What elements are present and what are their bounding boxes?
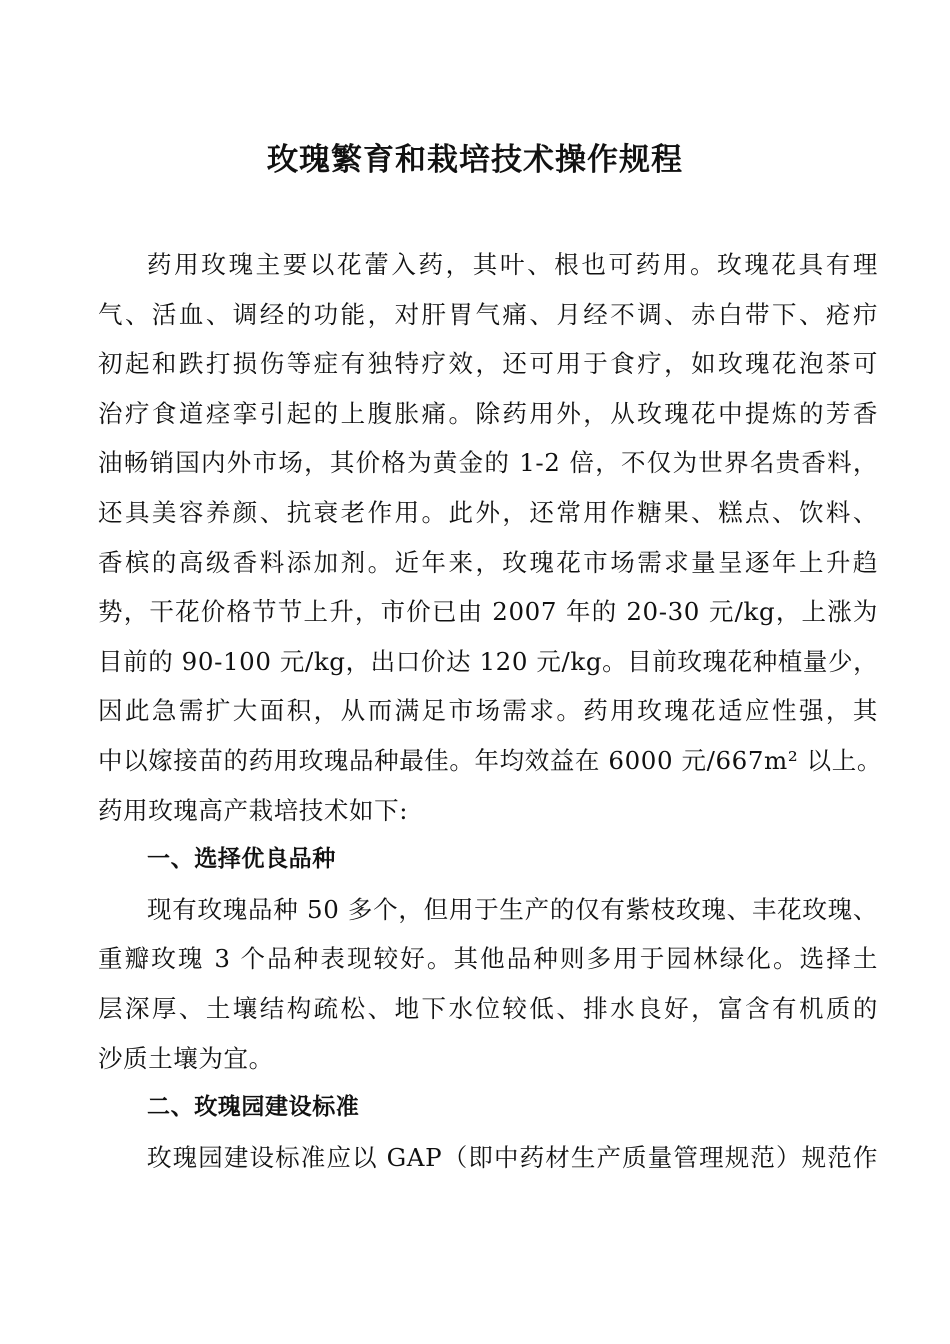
paragraph-line: 重瓣玫瑰 3 个品种表现较好。其他品种则多用于园林绿化。选择土	[98, 944, 878, 974]
section-heading: 二、玫瑰园建设标准	[147, 1094, 360, 1121]
paragraph-line: 药用玫瑰高产栽培技术如下:	[98, 795, 409, 825]
section-heading: 一、选择优良品种	[147, 846, 336, 873]
paragraph-line: 势，干花价格节节上升，市价已由 2007 年的 20-30 元/kg，上涨为	[98, 597, 878, 627]
paragraph-line: 中以嫁接苗的药用玫瑰品种最佳。年均效益在 6000 元/667m² 以上。	[98, 745, 882, 775]
paragraph-line: 气、活血、调经的功能，对肝胃气痛、月经不调、赤白带下、疮疖	[98, 299, 878, 329]
paragraph-line: 药用玫瑰主要以花蕾入药，其叶、根也可药用。玫瑰花具有理	[147, 250, 878, 279]
paragraph-line: 初起和跌打损伤等症有独特疗效，还可用于食疗，如玫瑰花泡茶可	[98, 349, 878, 379]
document-title: 玫瑰繁育和栽培技术操作规程	[267, 142, 683, 178]
paragraph-line: 目前的 90-100 元/kg，出口价达 120 元/kg。目前玫瑰花种植量少，	[98, 646, 879, 676]
paragraph-line: 因此急需扩大面积，从而满足市场需求。药用玫瑰花适应性强，其	[98, 696, 878, 726]
paragraph-line: 层深厚、土壤结构疏松、地下水位较低、排水良好，富含有机质的	[98, 993, 878, 1023]
paragraph-line: 还具美容养颜、抗衰老作用。此外，还常用作糖果、糕点、饮料、	[98, 497, 878, 527]
paragraph-line: 香槟的高级香料添加剂。近年来，玫瑰花市场需求量呈逐年上升趋	[98, 547, 878, 577]
paragraph-line: 沙质土壤为宜。	[98, 1043, 274, 1073]
document-body	[98, 240, 882, 1182]
paragraph-line: 现有玫瑰品种 50 多个，但用于生产的仅有紫枝玫瑰、丰花玫瑰、	[147, 894, 878, 924]
paragraph-line: 玫瑰园建设标准应以 GAP（即中药材生产质量管理规范）规范作	[147, 1142, 878, 1172]
paragraph-line: 治疗食道痉挛引起的上腹胀痛。除药用外，从玫瑰花中提炼的芳香	[98, 398, 878, 428]
paragraph-line: 油畅销国内外市场，其价格为黄金的 1-2 倍，不仅为世界名贵香料，	[98, 448, 878, 478]
